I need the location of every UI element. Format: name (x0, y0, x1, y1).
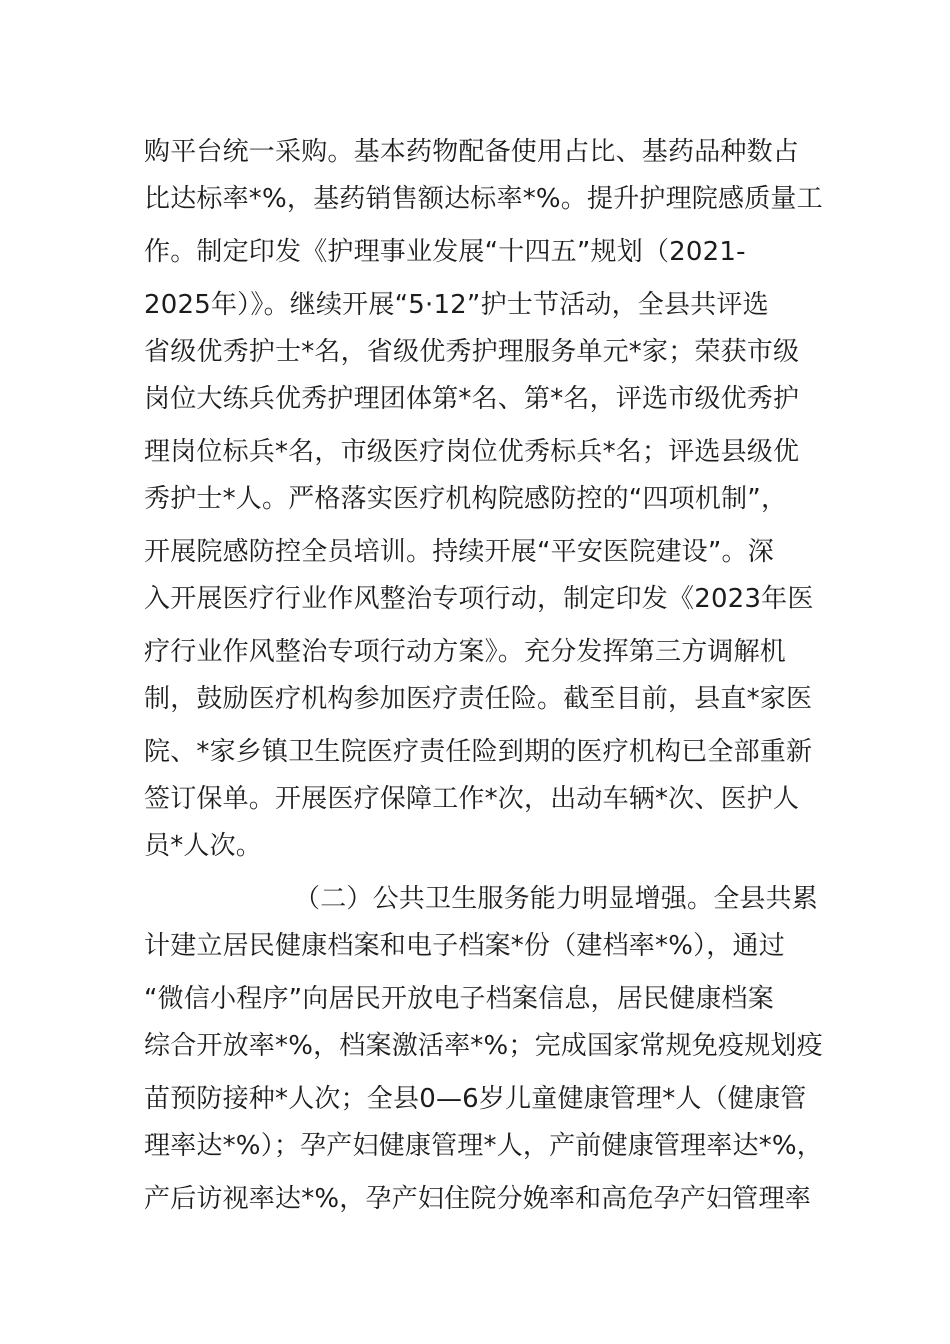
text-line: 签订保单。开展医疗保障工作*次，出动车辆*次、医护人 (144, 784, 800, 814)
text-line: 比达标率*%，基药销售额达标率*%。提升护理院感质量工 (144, 184, 823, 214)
text-line: 省级优秀护士*名，省级优秀护理服务单元*家；荣获市级 (144, 337, 800, 367)
text-line: 院、*家乡镇卫生院医疗责任险到期的医疗机构已全部重新 (144, 737, 813, 767)
text-line: 岗位大练兵优秀护理团体第*名、第*名，评选市级优秀护 (144, 384, 800, 414)
text-line: 疗行业作风整治专项行动方案》。充分发挥第三方调解机 (144, 637, 787, 667)
text-line: 购平台统一采购。基本药物配备使用占比、基药品种数占 (144, 137, 800, 167)
text-line: 综合开放率*%，档案激活率*%；完成国家常规免疫规划疫 (144, 1031, 823, 1061)
text-line: 苗预防接种*人次；全县0—6岁儿童健康管理*人（健康管 (144, 1084, 807, 1114)
text-line: 理岗位标兵*名，市级医疗岗位优秀标兵*名；评选县级优 (144, 437, 800, 467)
text-line: 理率达*%）；孕产妇健康管理*人，产前健康管理率达*%， (144, 1131, 824, 1161)
text-line: 秀护士*人。严格落实医疗机构院感防控的“四项机制”， (144, 484, 788, 514)
text-line: 产后访视率达*%，孕产妇住院分娩率和高危孕产妇管理率 (144, 1184, 811, 1214)
text-line: “微信小程序”向居民开放电子档案信息，居民健康档案 (144, 984, 774, 1014)
text-line: 员*人次。 (144, 831, 263, 861)
text-line: 制，鼓励医疗机构参加医疗责任险。截至目前，县直*家医 (144, 684, 813, 714)
section-heading-line: （二）公共卫生服务能力明显增强。全县共累 (294, 884, 819, 914)
text-line: 作。制定印发《护理事业发展“十四五”规划（2021- (144, 237, 746, 267)
text-line: 2025年）》。继续开展“5·12”护士节活动，全县共评选 (144, 290, 769, 320)
text-line: 计建立居民健康档案和电子档案*份（建档率*%），通过 (144, 931, 785, 961)
text-line: 入开展医疗行业作风整治专项行动，制定印发《2023年医 (144, 584, 814, 614)
text-line: 开展院感防控全员培训。持续开展“平安医院建设”。深 (144, 537, 774, 567)
